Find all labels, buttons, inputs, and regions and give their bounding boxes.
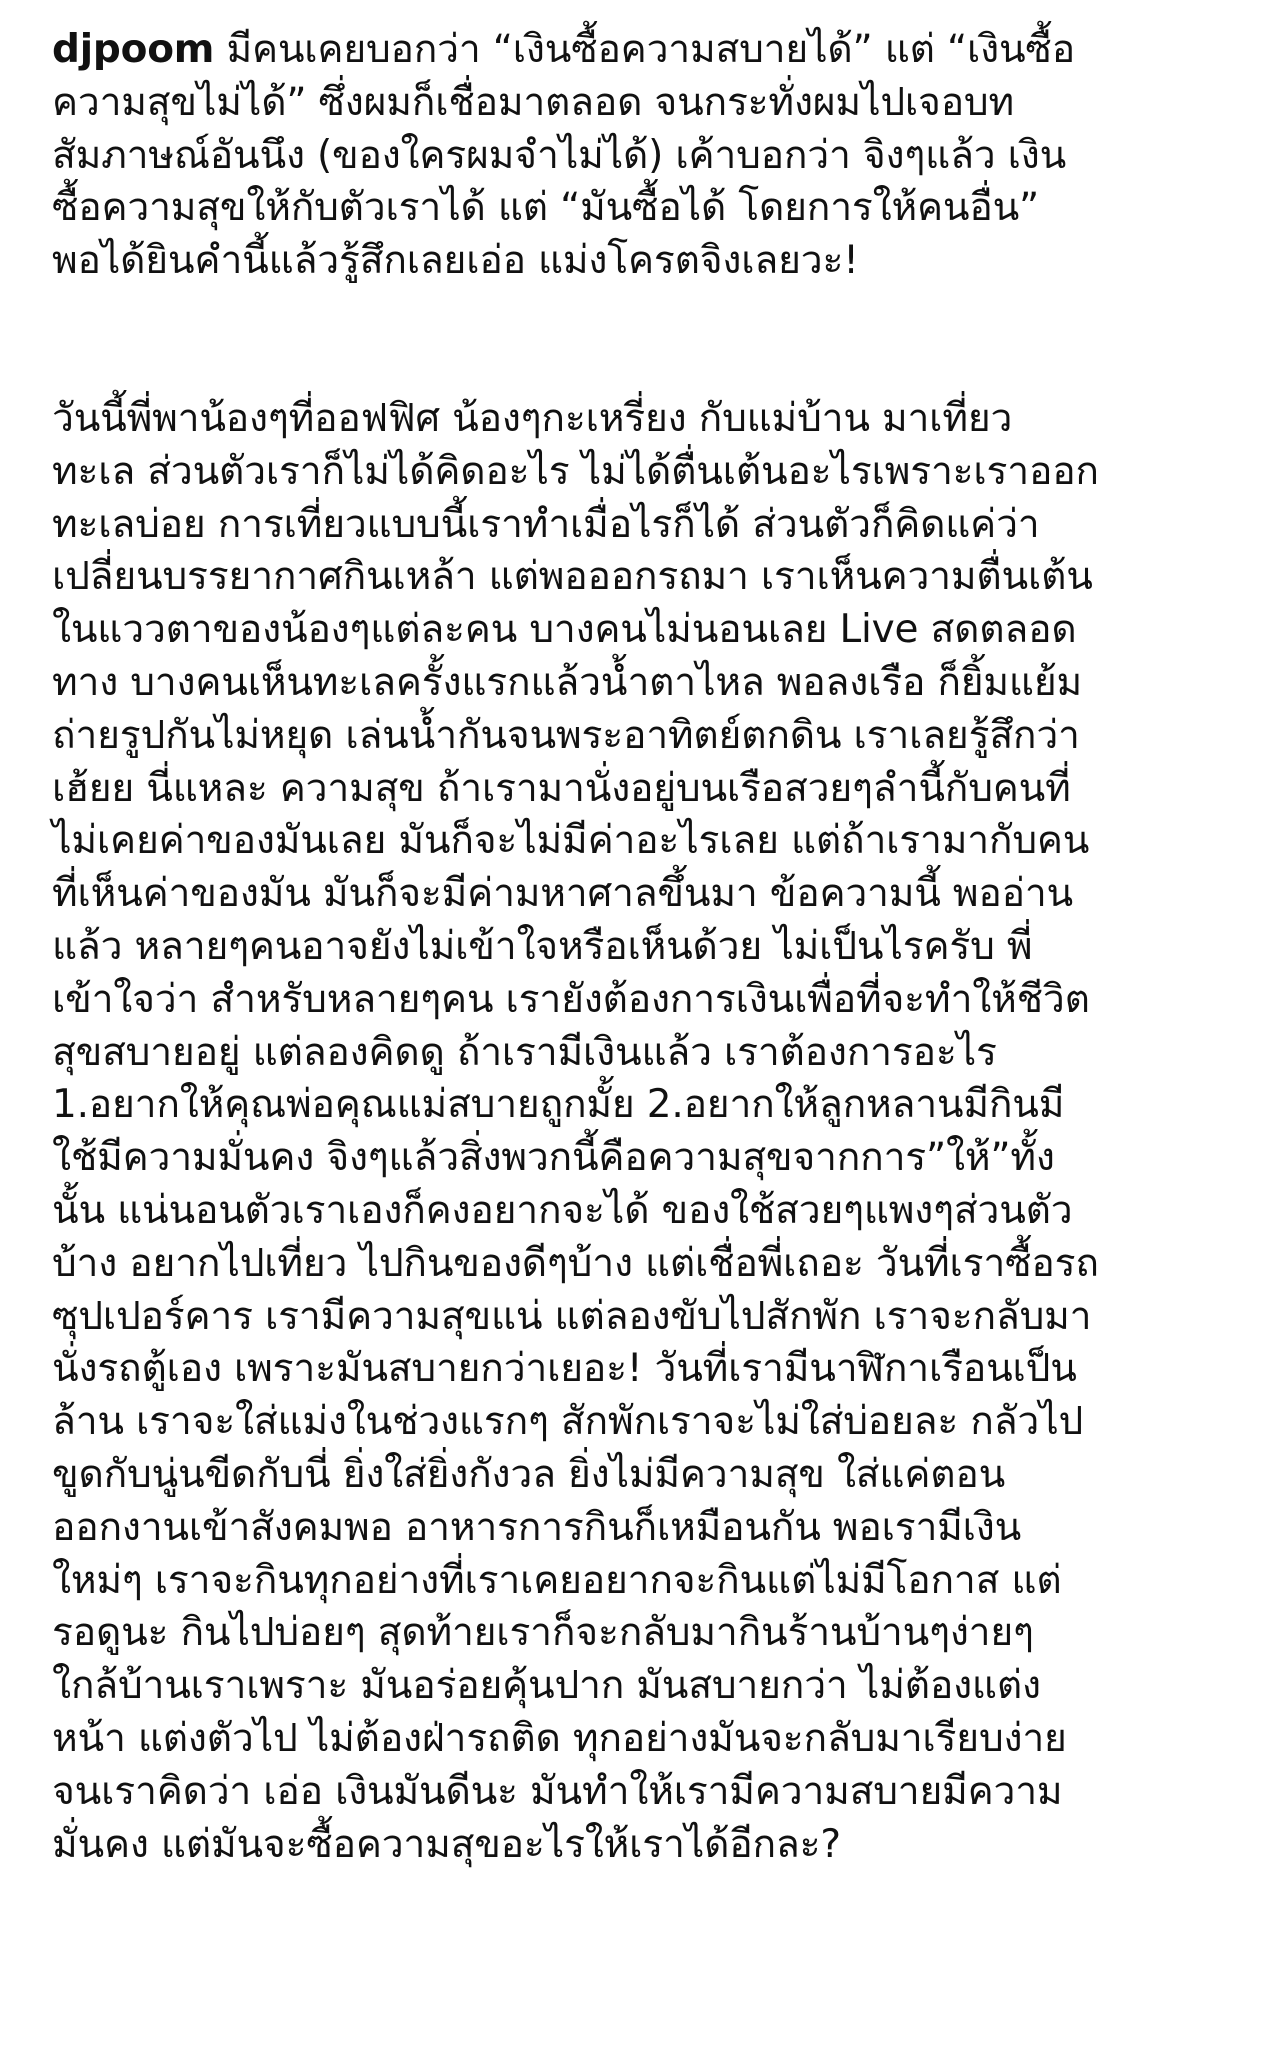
caption-line: พอได้ยินคำนี้แล้วรู้สึกเลยเอ่อ แม่งโครตจิงเลยวะ!	[52, 238, 859, 284]
caption-line: ซื้อความสุขให้กับตัวเราได้ แต่ “มันซื้อได้ โดยการให้คนอื่น”	[52, 185, 1040, 231]
caption-line: ในแววตาของน้องๆแต่ละคน บางคนไม่นอนเลย Live สดตลอด	[52, 607, 1077, 653]
caption-line: มั่นคง แต่มันจะซื้อความสุขอะไรให้เราได้อีกละ?	[52, 1821, 841, 1867]
caption-line: ใกล้บ้านเราเพราะ มันอร่อยคุ้นปาก มันสบายกว่า ไม่ต้องแต่ง	[52, 1663, 1041, 1709]
paragraph-spacer	[52, 288, 1252, 393]
caption-paragraph-1	[52, 24, 1252, 288]
caption-line	[52, 24, 1252, 77]
post-caption	[52, 24, 1252, 1871]
caption-line: ทาง บางคนเห็นทะเลครั้งแรกแล้วน้ำตาไหล พอลงเรือ ก็ยิ้มแย้ม	[52, 659, 1083, 705]
caption-line: ออกงานเข้าสังคมพอ อาหารการกินก็เหมือนกัน พอเรามีเงิน	[52, 1504, 1022, 1550]
caption-line: สัมภาษณ์อันนึง (ของใครผมจำไม่ได้) เค้าบอกว่า จิงๆแล้ว เงิน	[52, 132, 1067, 178]
caption-line: นั่งรถตู้เอง เพราะมันสบายกว่าเยอะ! วันที่เรามีนาฬิกาเรือนเป็น	[52, 1346, 1077, 1392]
caption-line: ขูดกับนู่นขีดกับนี่ ยิ่งใส่ยิ่งกังวล ยิ่งไม่มีความสุข ใส่แค่ตอน	[52, 1451, 1006, 1497]
caption-line: ใหม่ๆ เราจะกินทุกอย่างที่เราเคยอยากจะกินแต่ไม่มีโอกาส แต่	[52, 1557, 1062, 1603]
caption-line: ทะเลบ่อย การเที่ยวแบบนี้เราทำเมื่อไรก็ได้ ส่วนตัวก็คิดแค่ว่า	[52, 501, 1040, 547]
caption-line: ล้าน เราจะใส่แม่งในช่วงแรกๆ สักพักเราจะไม่ใส่บ่อยละ กลัวไป	[52, 1399, 1084, 1445]
caption-line: ทะเล ส่วนตัวเราก็ไม่ได้คิดอะไร ไม่ได้ตื่นเต้นอะไรเพราะเราออก	[52, 448, 1099, 494]
caption-line: เปลี่ยนบรรยากาศกินเหล้า แต่พอออกรถมา เราเห็นความตื่นเต้น	[52, 554, 1093, 600]
caption-line: หน้า แต่งตัวไป ไม่ต้องฝ่ารถติด ทุกอย่างมันจะกลับมาเรียบง่าย	[52, 1715, 1067, 1761]
caption-line: จนเราคิดว่า เอ่อ เงินมันดีนะ มันทำให้เรามีความสบายมีความ	[52, 1768, 1063, 1814]
caption-line: สุขสบายอยู่ แต่ลองคิดดู ถ้าเรามีเงินแล้ว เราต้องการอะไร	[52, 1029, 997, 1075]
caption-line: นั้น แน่นอนตัวเราเองก็คงอยากจะได้ ของใช้สวยๆแพงๆส่วนตัว	[52, 1187, 1073, 1233]
caption-paragraph-2	[52, 393, 1252, 1871]
caption-text: มีคนเคยบอกว่า “เงินซื้อความสบายได้” แต่ “เงินซื้อ	[226, 27, 1075, 72]
caption-line: ใช้มีความมั่นคง จิงๆแล้วสิ่งพวกนี้คือความสุขจากการ”ให้”ทั้ง	[52, 1135, 1055, 1181]
username-link[interactable]: djpoom	[52, 27, 215, 72]
caption-line: วันนี้พี่พาน้องๆที่ออฟฟิศ น้องๆกะเหรี่ยง กับแม่บ้าน มาเที่ยว	[52, 395, 1013, 441]
caption-line: ถ่ายรูปกันไม่หยุด เล่นน้ำกันจนพระอาทิตย์ตกดิน เราเลยรู้สึกว่า	[52, 712, 1080, 758]
caption-line: ซุปเปอร์คาร เรามีความสุขแน่ แต่ลองขับไปสักพัก เราจะกลับมา	[52, 1293, 1092, 1339]
caption-line: เข้าใจว่า สำหรับหลายๆคน เรายังต้องการเงินเพื่อที่จะทำให้ชีวิต	[52, 976, 1090, 1022]
caption-line: แล้ว หลายๆคนอาจยังไม่เข้าใจหรือเห็นด้วย ไม่เป็นไรครับ พี่	[52, 923, 1033, 969]
caption-line: ที่เห็นค่าของมัน มันก็จะมีค่ามหาศาลขึ้นมา ข้อความนี้ พออ่าน	[52, 871, 1074, 917]
caption-line: เฮ้ยย นี่แหละ ความสุข ถ้าเรามานั่งอยู่บนเรือสวยๆลำนี้กับคนที่	[52, 765, 1071, 811]
caption-line: รอดูนะ กินไปบ่อยๆ สุดท้ายเราก็จะกลับมากินร้านบ้านๆง่ายๆ	[52, 1610, 1034, 1656]
caption-line: ความสุขไม่ได้” ซึ่งผมก็เชื่อมาตลอด จนกระทั่งผมไปเจอบท	[52, 79, 1014, 125]
caption-line: บ้าง อยากไปเที่ยว ไปกินของดีๆบ้าง แต่เชื่อพี่เถอะ วันที่เราซื้อรถ	[52, 1240, 1099, 1286]
caption-line: 1.อยากให้คุณพ่อคุณแม่สบายถูกมั้ย 2.อยากให้ลูกหลานมีกินมี	[52, 1082, 1065, 1128]
caption-line: ไม่เคยค่าของมันเลย มันก็จะไม่มีค่าอะไรเลย แต่ถ้าเรามากับคน	[52, 818, 1090, 864]
